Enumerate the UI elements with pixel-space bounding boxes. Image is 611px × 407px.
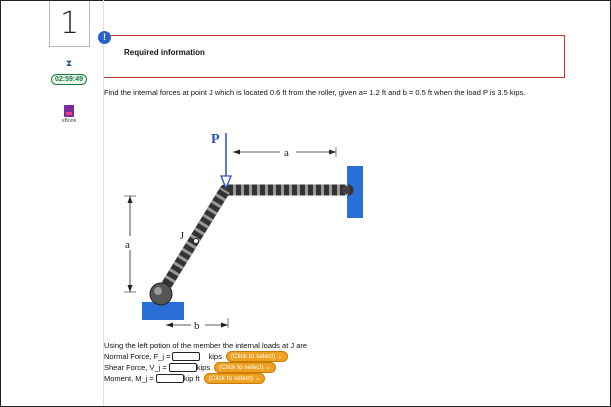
answer-row-shear <box>104 362 307 373</box>
moment-label: Moment, M_j = <box>104 373 154 383</box>
beam-diagram <box>104 128 374 338</box>
shear-force-input[interactable] <box>169 363 197 372</box>
shear-force-label: Shear Force, V_j = <box>104 362 167 372</box>
moment-select[interactable]: (Click to select) ⌄ <box>204 373 266 384</box>
moment-input[interactable] <box>156 374 184 383</box>
answer-row-normal <box>104 351 307 362</box>
answers-section <box>104 340 307 384</box>
normal-force-label: Normal Force, F_j = <box>104 351 171 361</box>
dim-a-side-arrow-bottom <box>128 285 133 292</box>
dim-a-top-label: a <box>284 147 289 159</box>
required-info-title: Required information <box>124 48 205 57</box>
shear-force-select[interactable]: (Click to select) ⌄ <box>214 362 276 373</box>
normal-force-input[interactable] <box>172 352 200 361</box>
dim-a-side-label: a <box>125 239 130 251</box>
point-j-label: J <box>180 231 184 242</box>
ebook-label: eBook <box>61 118 77 124</box>
answers-intro: Using the left potion of the member the internal loads at J are <box>104 340 308 350</box>
question-number: 1 <box>59 6 80 41</box>
dim-a-side-arrow-top <box>128 196 133 203</box>
dim-b-label: b <box>194 320 200 332</box>
roller <box>150 283 172 305</box>
shear-force-select-label: (Click to select) <box>219 364 264 371</box>
dim-b-arrow-right <box>221 323 228 328</box>
dim-a-top-arrow-left <box>233 150 240 155</box>
roller-highlight <box>154 287 162 295</box>
dim-b-arrow-left <box>166 323 173 328</box>
info-icon: ! <box>98 31 111 44</box>
point-j-marker <box>194 239 199 244</box>
wall-pin <box>342 186 350 194</box>
answer-row-moment <box>104 373 307 384</box>
load-label: P <box>211 132 220 147</box>
normal-force-unit: kips <box>208 351 222 361</box>
moment-unit: kip ft <box>183 373 200 383</box>
ebook-icon <box>64 105 74 117</box>
timer-widget <box>49 59 89 86</box>
problem-statement: Find the internal forces at point J which is located 0.6 ft from the roller, given a= 1.2 ft and b = 0.5 ft when the load P is 3.5 kips. <box>104 88 526 97</box>
moment-select-label: (Click to select) <box>208 375 254 382</box>
ebook-button[interactable] <box>52 105 86 124</box>
hourglass-icon: ⧗ <box>65 58 73 68</box>
question-number-box[interactable] <box>49 1 90 47</box>
normal-force-select-label: (Click to select) <box>230 353 276 360</box>
timer-display: 02:59:49 <box>51 74 87 85</box>
normal-force-select[interactable]: (Click to select) ⌄ <box>226 351 288 362</box>
shear-force-unit: kips <box>196 362 211 372</box>
dim-a-top-arrow-right <box>329 150 336 155</box>
